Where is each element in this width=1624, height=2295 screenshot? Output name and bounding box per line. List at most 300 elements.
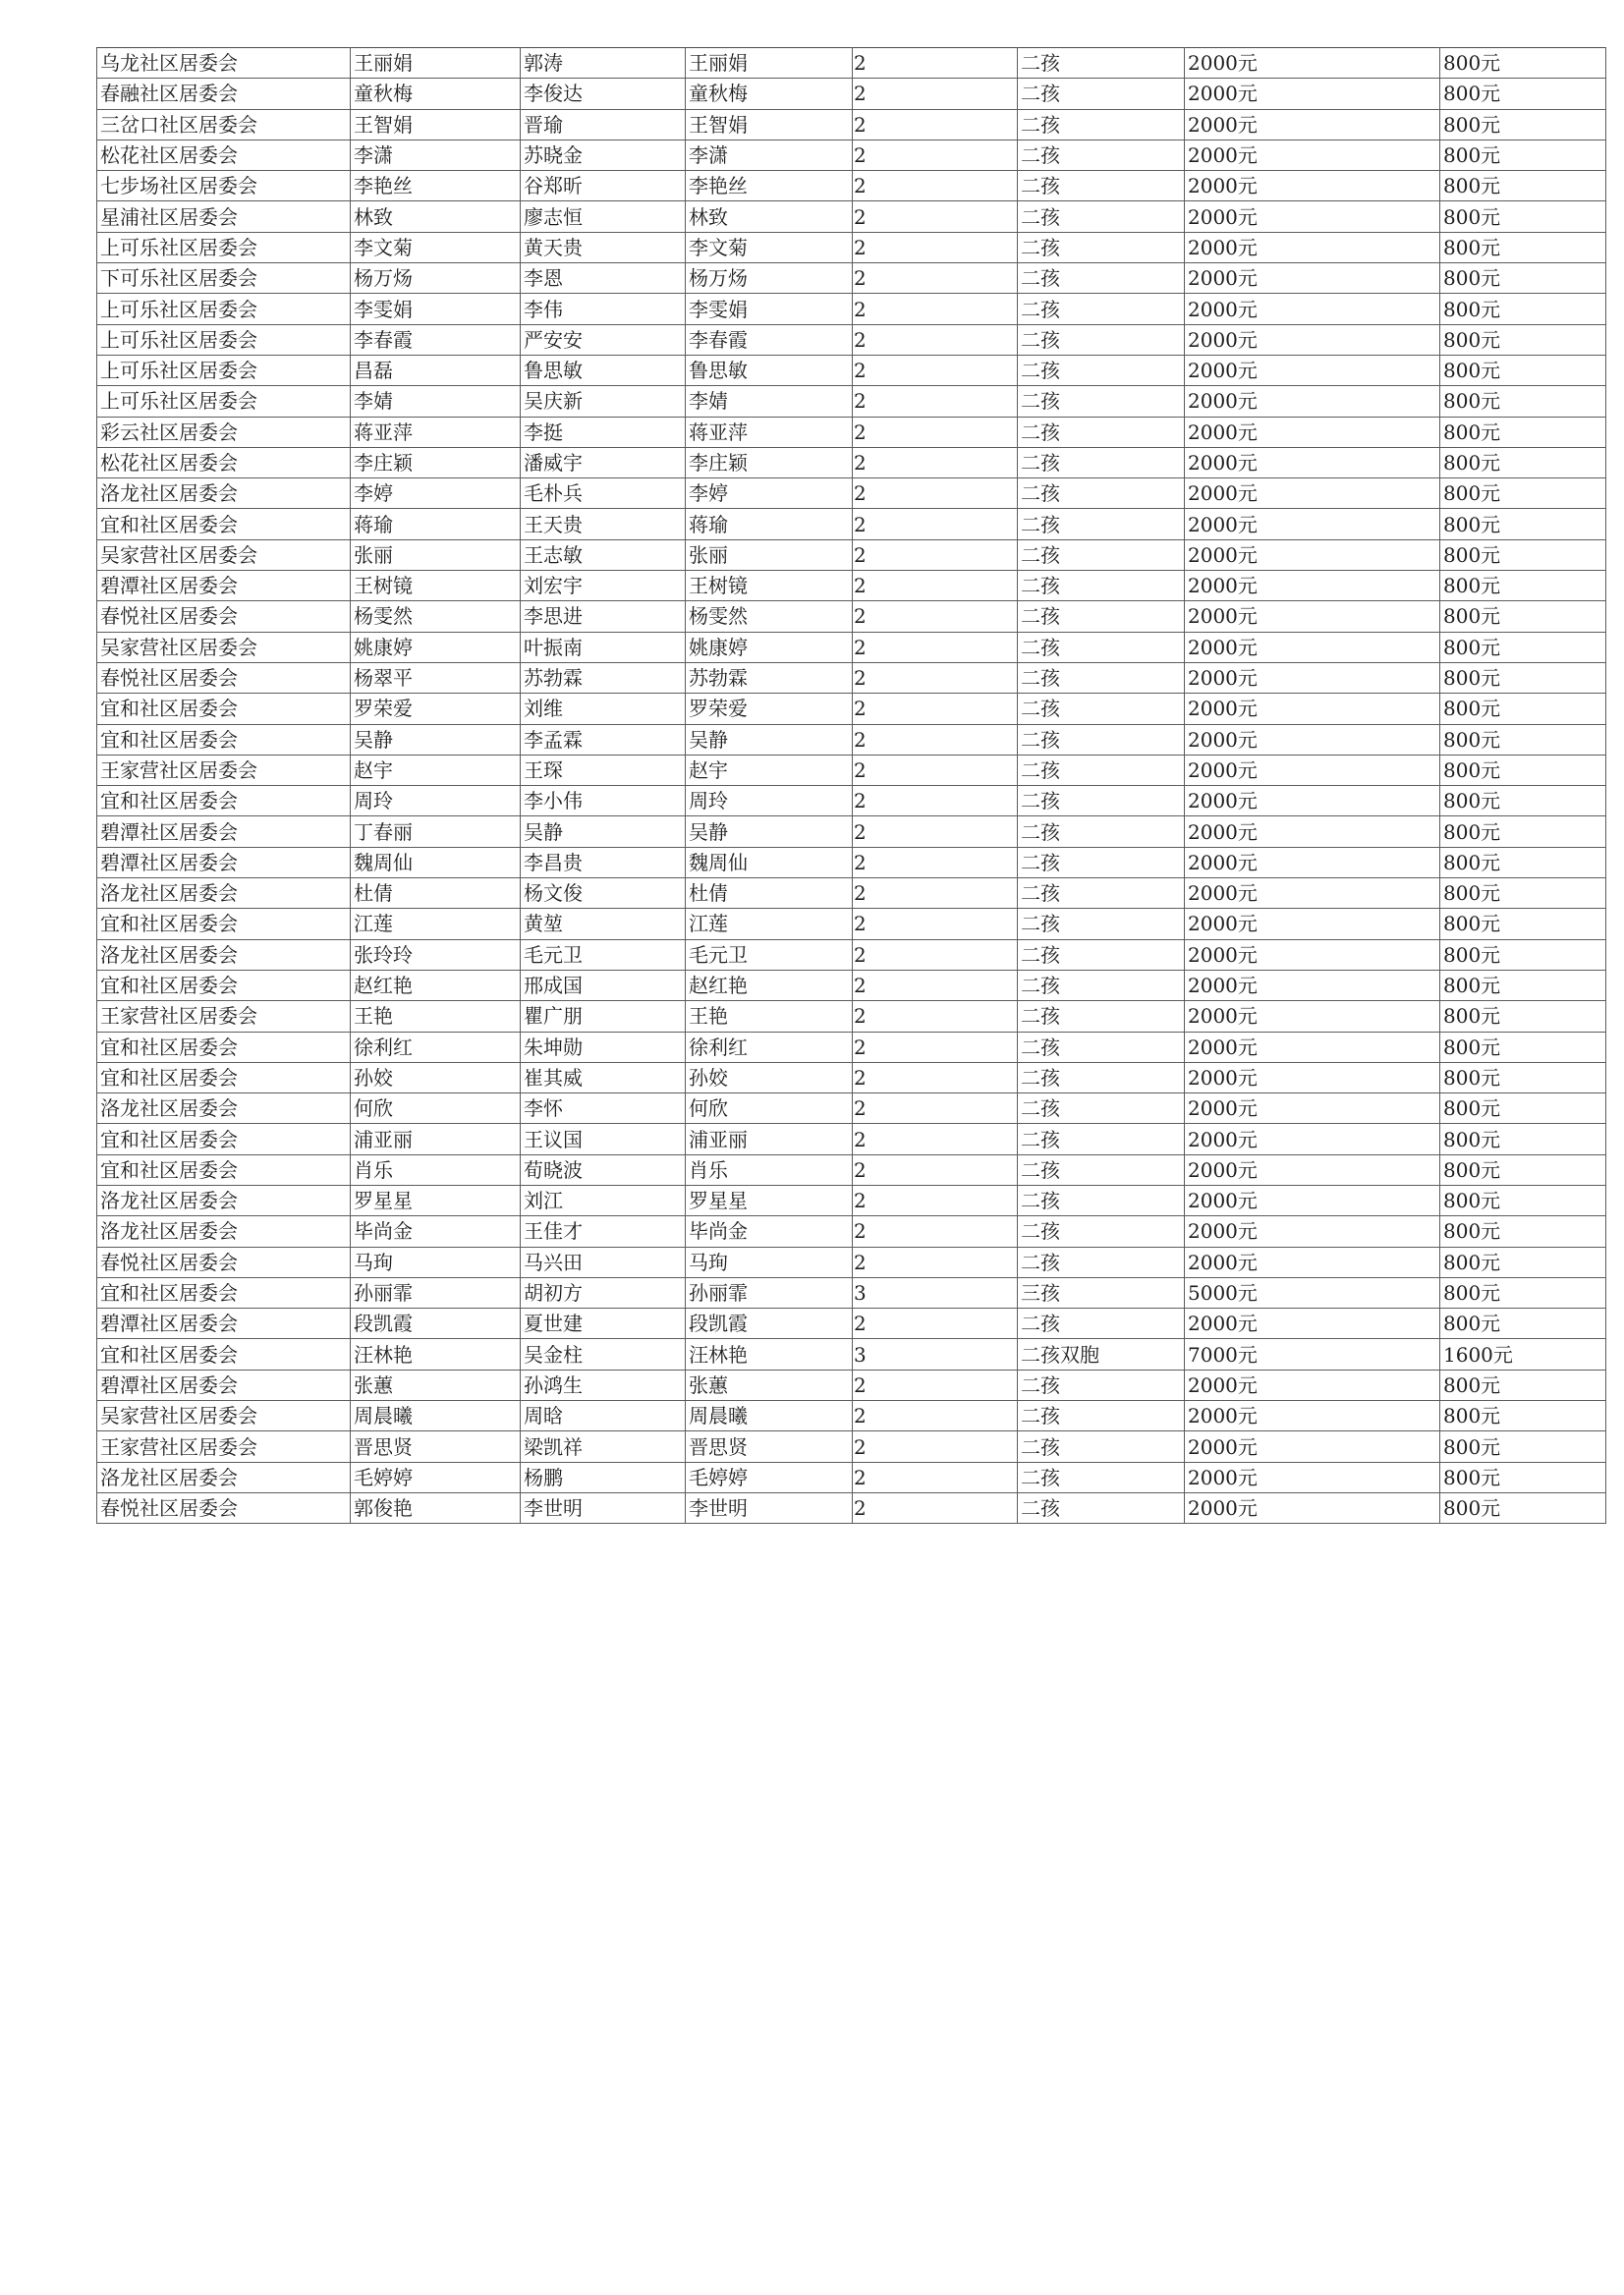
- cell-name-3: 魏周仙: [686, 847, 853, 877]
- cell-name-1: 李春霞: [351, 324, 521, 355]
- cell-birth-type: 二孩: [1018, 1462, 1185, 1492]
- cell-amount-1: 2000元: [1185, 140, 1440, 170]
- cell-community: 洛龙社区居委会: [97, 1093, 351, 1124]
- cell-amount-1: 2000元: [1185, 478, 1440, 509]
- cell-amount-1: 2000元: [1185, 1309, 1440, 1339]
- cell-name-3: 毕尚金: [686, 1216, 853, 1247]
- cell-name-1: 周玲: [351, 786, 521, 816]
- cell-community: 春悦社区居委会: [97, 1247, 351, 1277]
- cell-name-1: 杨雯然: [351, 601, 521, 632]
- cell-name-3: 张蕙: [686, 1370, 853, 1400]
- cell-name-2: 王琛: [521, 755, 686, 785]
- cell-name-1: 童秋梅: [351, 79, 521, 109]
- cell-amount-2: 800元: [1440, 1462, 1606, 1492]
- cell-name-3: 蒋亚萍: [686, 417, 853, 447]
- cell-amount-1: 2000元: [1185, 786, 1440, 816]
- table-row: [97, 294, 1606, 324]
- cell-name-3: 张丽: [686, 539, 853, 570]
- table-row: [97, 1277, 1606, 1308]
- cell-birth-type: 二孩: [1018, 1492, 1185, 1523]
- cell-name-2: 李世明: [521, 1492, 686, 1523]
- cell-name-2: 叶振南: [521, 632, 686, 662]
- cell-birth-type: 二孩: [1018, 447, 1185, 477]
- cell-name-2: 郭涛: [521, 48, 686, 79]
- cell-community: 上可乐社区居委会: [97, 324, 351, 355]
- cell-amount-1: 2000元: [1185, 201, 1440, 232]
- cell-name-1: 徐利红: [351, 1032, 521, 1062]
- cell-community: 松花社区居委会: [97, 140, 351, 170]
- table-row: [97, 232, 1606, 262]
- cell-community: 吴家营社区居委会: [97, 1401, 351, 1431]
- cell-child-count: 2: [853, 724, 1018, 755]
- cell-birth-type: 二孩: [1018, 662, 1185, 693]
- cell-birth-type: 二孩: [1018, 909, 1185, 939]
- table-row: [97, 909, 1606, 939]
- cell-community: 洛龙社区居委会: [97, 478, 351, 509]
- table-row: [97, 171, 1606, 201]
- cell-name-2: 夏世建: [521, 1309, 686, 1339]
- cell-child-count: 2: [853, 909, 1018, 939]
- cell-amount-2: 800元: [1440, 662, 1606, 693]
- cell-amount-1: 2000元: [1185, 355, 1440, 385]
- cell-name-3: 王艳: [686, 1001, 853, 1032]
- cell-child-count: 2: [853, 847, 1018, 877]
- cell-amount-1: 2000元: [1185, 694, 1440, 724]
- cell-name-1: 孙丽霏: [351, 1277, 521, 1308]
- cell-name-1: 江莲: [351, 909, 521, 939]
- cell-child-count: 2: [853, 1124, 1018, 1154]
- cell-name-3: 童秋梅: [686, 79, 853, 109]
- cell-name-3: 林致: [686, 201, 853, 232]
- table-row: [97, 417, 1606, 447]
- cell-name-2: 李伟: [521, 294, 686, 324]
- cell-amount-2: 800元: [1440, 909, 1606, 939]
- cell-name-2: 吴庆新: [521, 386, 686, 417]
- cell-name-3: 杨雯然: [686, 601, 853, 632]
- cell-amount-2: 800元: [1440, 1309, 1606, 1339]
- cell-community: 乌龙社区居委会: [97, 48, 351, 79]
- cell-amount-1: 2000元: [1185, 1247, 1440, 1277]
- cell-amount-2: 800元: [1440, 447, 1606, 477]
- cell-child-count: 2: [853, 1001, 1018, 1032]
- cell-amount-1: 2000元: [1185, 1032, 1440, 1062]
- table-row: [97, 1062, 1606, 1092]
- cell-name-2: 李小伟: [521, 786, 686, 816]
- cell-amount-2: 800元: [1440, 694, 1606, 724]
- table-row: [97, 140, 1606, 170]
- cell-child-count: 2: [853, 539, 1018, 570]
- cell-amount-1: 2000元: [1185, 724, 1440, 755]
- cell-birth-type: 二孩: [1018, 939, 1185, 970]
- cell-birth-type: 二孩: [1018, 417, 1185, 447]
- cell-name-3: 周晨曦: [686, 1401, 853, 1431]
- table-row: [97, 786, 1606, 816]
- cell-name-3: 李文菊: [686, 232, 853, 262]
- cell-birth-type: 二孩: [1018, 694, 1185, 724]
- cell-child-count: 2: [853, 171, 1018, 201]
- cell-name-2: 杨鹏: [521, 1462, 686, 1492]
- cell-amount-2: 800元: [1440, 755, 1606, 785]
- cell-child-count: 2: [853, 1462, 1018, 1492]
- cell-birth-type: 二孩: [1018, 571, 1185, 601]
- cell-birth-type: 二孩: [1018, 294, 1185, 324]
- cell-amount-1: 2000元: [1185, 263, 1440, 294]
- cell-community: 上可乐社区居委会: [97, 355, 351, 385]
- cell-community: 上可乐社区居委会: [97, 294, 351, 324]
- cell-birth-type: 二孩: [1018, 1032, 1185, 1062]
- cell-birth-type: 二孩: [1018, 171, 1185, 201]
- cell-amount-2: 800元: [1440, 478, 1606, 509]
- cell-name-3: 王丽娟: [686, 48, 853, 79]
- cell-name-1: 丁春丽: [351, 816, 521, 847]
- cell-child-count: 2: [853, 601, 1018, 632]
- cell-amount-2: 800元: [1440, 1062, 1606, 1092]
- cell-birth-type: 二孩: [1018, 1185, 1185, 1215]
- table-row: [97, 355, 1606, 385]
- table-row: [97, 847, 1606, 877]
- cell-name-2: 梁凯祥: [521, 1431, 686, 1462]
- cell-amount-2: 800元: [1440, 1492, 1606, 1523]
- cell-birth-type: 二孩: [1018, 509, 1185, 539]
- cell-amount-1: 2000元: [1185, 48, 1440, 79]
- cell-name-1: 张玲玲: [351, 939, 521, 970]
- cell-community: 宜和社区居委会: [97, 694, 351, 724]
- cell-name-2: 潘威宇: [521, 447, 686, 477]
- cell-amount-1: 2000元: [1185, 1370, 1440, 1400]
- cell-name-2: 刘维: [521, 694, 686, 724]
- cell-name-1: 汪林艳: [351, 1339, 521, 1370]
- cell-community: 洛龙社区居委会: [97, 1216, 351, 1247]
- cell-name-3: 李艳丝: [686, 171, 853, 201]
- cell-amount-2: 800元: [1440, 632, 1606, 662]
- table-row: [97, 79, 1606, 109]
- cell-amount-2: 1600元: [1440, 1339, 1606, 1370]
- cell-name-3: 孙姣: [686, 1062, 853, 1092]
- cell-amount-1: 2000元: [1185, 1492, 1440, 1523]
- table-row: [97, 632, 1606, 662]
- cell-name-1: 赵红艳: [351, 970, 521, 1000]
- table-row: [97, 724, 1606, 755]
- cell-amount-2: 800元: [1440, 539, 1606, 570]
- cell-community: 宜和社区居委会: [97, 786, 351, 816]
- cell-amount-2: 800元: [1440, 724, 1606, 755]
- cell-community: 洛龙社区居委会: [97, 939, 351, 970]
- cell-name-1: 毕尚金: [351, 1216, 521, 1247]
- cell-name-1: 孙姣: [351, 1062, 521, 1092]
- cell-child-count: 2: [853, 1062, 1018, 1092]
- roster-body: [97, 48, 1606, 1524]
- cell-amount-2: 800元: [1440, 878, 1606, 909]
- cell-birth-type: 二孩: [1018, 201, 1185, 232]
- cell-name-2: 孙鸿生: [521, 1370, 686, 1400]
- cell-community: 碧潭社区居委会: [97, 1370, 351, 1400]
- cell-amount-2: 800元: [1440, 294, 1606, 324]
- cell-amount-2: 800元: [1440, 509, 1606, 539]
- cell-child-count: 2: [853, 140, 1018, 170]
- cell-community: 洛龙社区居委会: [97, 1185, 351, 1215]
- cell-name-1: 蒋亚萍: [351, 417, 521, 447]
- cell-name-2: 朱坤勋: [521, 1032, 686, 1062]
- cell-name-1: 毛婷婷: [351, 1462, 521, 1492]
- cell-community: 宜和社区居委会: [97, 1124, 351, 1154]
- cell-amount-1: 2000元: [1185, 1154, 1440, 1185]
- cell-name-1: 罗星星: [351, 1185, 521, 1215]
- cell-name-2: 李孟霖: [521, 724, 686, 755]
- cell-community: 洛龙社区居委会: [97, 1462, 351, 1492]
- table-row: [97, 478, 1606, 509]
- cell-amount-1: 2000元: [1185, 632, 1440, 662]
- cell-community: 宜和社区居委会: [97, 1032, 351, 1062]
- cell-name-3: 杨万炀: [686, 263, 853, 294]
- cell-birth-type: 二孩: [1018, 79, 1185, 109]
- cell-name-1: 马珣: [351, 1247, 521, 1277]
- cell-name-3: 李世明: [686, 1492, 853, 1523]
- cell-amount-2: 800元: [1440, 970, 1606, 1000]
- cell-child-count: 2: [853, 970, 1018, 1000]
- cell-amount-1: 5000元: [1185, 1277, 1440, 1308]
- cell-birth-type: 二孩: [1018, 386, 1185, 417]
- cell-birth-type: 二孩: [1018, 263, 1185, 294]
- cell-child-count: 2: [853, 109, 1018, 140]
- cell-name-3: 何欣: [686, 1093, 853, 1124]
- cell-amount-2: 800元: [1440, 201, 1606, 232]
- cell-amount-2: 800元: [1440, 79, 1606, 109]
- cell-amount-2: 800元: [1440, 140, 1606, 170]
- cell-name-2: 李挺: [521, 417, 686, 447]
- cell-birth-type: 二孩: [1018, 355, 1185, 385]
- cell-birth-type: 二孩: [1018, 878, 1185, 909]
- cell-community: 七步场社区居委会: [97, 171, 351, 201]
- cell-amount-2: 800元: [1440, 1401, 1606, 1431]
- cell-name-1: 浦亚丽: [351, 1124, 521, 1154]
- cell-name-3: 晋思贤: [686, 1431, 853, 1462]
- cell-child-count: 2: [853, 632, 1018, 662]
- cell-amount-1: 2000元: [1185, 109, 1440, 140]
- table-row: [97, 939, 1606, 970]
- cell-name-2: 刘江: [521, 1185, 686, 1215]
- cell-amount-2: 800元: [1440, 1370, 1606, 1400]
- cell-community: 王家营社区居委会: [97, 755, 351, 785]
- cell-amount-1: 2000元: [1185, 1185, 1440, 1215]
- cell-child-count: 2: [853, 263, 1018, 294]
- cell-community: 春悦社区居委会: [97, 1492, 351, 1523]
- cell-name-1: 李文菊: [351, 232, 521, 262]
- cell-amount-2: 800元: [1440, 847, 1606, 877]
- cell-name-2: 瞿广朋: [521, 1001, 686, 1032]
- cell-name-2: 晋瑜: [521, 109, 686, 140]
- cell-birth-type: 二孩: [1018, 847, 1185, 877]
- cell-name-2: 刘宏宇: [521, 571, 686, 601]
- cell-birth-type: 二孩: [1018, 1124, 1185, 1154]
- cell-community: 宜和社区居委会: [97, 724, 351, 755]
- cell-name-3: 徐利红: [686, 1032, 853, 1062]
- cell-name-2: 廖志恒: [521, 201, 686, 232]
- cell-birth-type: 二孩: [1018, 601, 1185, 632]
- table-row: [97, 1032, 1606, 1062]
- cell-birth-type: 三孩: [1018, 1277, 1185, 1308]
- cell-name-2: 杨文俊: [521, 878, 686, 909]
- cell-community: 吴家营社区居委会: [97, 539, 351, 570]
- cell-name-3: 吴静: [686, 816, 853, 847]
- cell-name-1: 李潇: [351, 140, 521, 170]
- table-row: [97, 878, 1606, 909]
- cell-community: 彩云社区居委会: [97, 417, 351, 447]
- cell-amount-1: 2000元: [1185, 847, 1440, 877]
- cell-name-1: 张蕙: [351, 1370, 521, 1400]
- cell-amount-2: 800元: [1440, 109, 1606, 140]
- cell-amount-2: 800元: [1440, 1247, 1606, 1277]
- cell-name-3: 段凯霞: [686, 1309, 853, 1339]
- cell-name-1: 郭俊艳: [351, 1492, 521, 1523]
- cell-name-1: 王智娟: [351, 109, 521, 140]
- cell-child-count: 2: [853, 1309, 1018, 1339]
- cell-child-count: 2: [853, 386, 1018, 417]
- cell-amount-1: 2000元: [1185, 1001, 1440, 1032]
- cell-name-2: 李俊达: [521, 79, 686, 109]
- cell-name-1: 段凯霞: [351, 1309, 521, 1339]
- cell-community: 碧潭社区居委会: [97, 1309, 351, 1339]
- cell-amount-2: 800元: [1440, 171, 1606, 201]
- cell-community: 宜和社区居委会: [97, 909, 351, 939]
- table-row: [97, 447, 1606, 477]
- cell-amount-1: 2000元: [1185, 539, 1440, 570]
- cell-name-1: 晋思贤: [351, 1431, 521, 1462]
- table-row: [97, 1431, 1606, 1462]
- cell-amount-1: 2000元: [1185, 386, 1440, 417]
- cell-community: 宜和社区居委会: [97, 1062, 351, 1092]
- cell-name-1: 昌磊: [351, 355, 521, 385]
- cell-amount-2: 800元: [1440, 1093, 1606, 1124]
- table-row: [97, 386, 1606, 417]
- cell-name-3: 苏勃霖: [686, 662, 853, 693]
- cell-community: 碧潭社区居委会: [97, 847, 351, 877]
- cell-child-count: 2: [853, 1032, 1018, 1062]
- cell-name-1: 张丽: [351, 539, 521, 570]
- cell-name-2: 周晗: [521, 1401, 686, 1431]
- cell-amount-2: 800元: [1440, 386, 1606, 417]
- cell-amount-1: 2000元: [1185, 447, 1440, 477]
- cell-name-1: 肖乐: [351, 1154, 521, 1185]
- cell-child-count: 2: [853, 1093, 1018, 1124]
- cell-name-1: 吴静: [351, 724, 521, 755]
- cell-birth-type: 二孩: [1018, 632, 1185, 662]
- cell-community: 下可乐社区居委会: [97, 263, 351, 294]
- cell-name-2: 鲁思敏: [521, 355, 686, 385]
- cell-name-2: 苏晓金: [521, 140, 686, 170]
- cell-amount-2: 800元: [1440, 1032, 1606, 1062]
- cell-name-2: 吴金柱: [521, 1339, 686, 1370]
- cell-child-count: 2: [853, 816, 1018, 847]
- cell-amount-1: 2000元: [1185, 1401, 1440, 1431]
- cell-birth-type: 二孩: [1018, 1216, 1185, 1247]
- cell-child-count: 2: [853, 786, 1018, 816]
- cell-name-2: 毛朴兵: [521, 478, 686, 509]
- cell-community: 春融社区居委会: [97, 79, 351, 109]
- cell-amount-2: 800元: [1440, 1216, 1606, 1247]
- cell-child-count: 2: [853, 1492, 1018, 1523]
- cell-child-count: 2: [853, 478, 1018, 509]
- cell-community: 上可乐社区居委会: [97, 386, 351, 417]
- cell-name-1: 王树镜: [351, 571, 521, 601]
- cell-name-1: 赵宇: [351, 755, 521, 785]
- table-row: [97, 1154, 1606, 1185]
- cell-amount-1: 2000元: [1185, 755, 1440, 785]
- cell-birth-type: 二孩: [1018, 140, 1185, 170]
- cell-amount-2: 800元: [1440, 1124, 1606, 1154]
- cell-community: 上可乐社区居委会: [97, 232, 351, 262]
- cell-amount-2: 800元: [1440, 786, 1606, 816]
- cell-community: 松花社区居委会: [97, 447, 351, 477]
- subsidy-roster-table: [96, 47, 1606, 1524]
- table-row: [97, 662, 1606, 693]
- cell-name-1: 魏周仙: [351, 847, 521, 877]
- cell-child-count: 2: [853, 447, 1018, 477]
- cell-community: 碧潭社区居委会: [97, 816, 351, 847]
- table-row: [97, 1124, 1606, 1154]
- cell-amount-1: 2000元: [1185, 294, 1440, 324]
- table-row: [97, 109, 1606, 140]
- cell-community: 宜和社区居委会: [97, 1277, 351, 1308]
- cell-child-count: 2: [853, 1216, 1018, 1247]
- cell-child-count: 2: [853, 939, 1018, 970]
- cell-birth-type: 二孩: [1018, 232, 1185, 262]
- table-row: [97, 1339, 1606, 1370]
- cell-name-3: 毛元卫: [686, 939, 853, 970]
- cell-amount-2: 800元: [1440, 1277, 1606, 1308]
- table-row: [97, 263, 1606, 294]
- cell-name-1: 李雯娟: [351, 294, 521, 324]
- cell-community: 宜和社区居委会: [97, 509, 351, 539]
- cell-child-count: 3: [853, 1339, 1018, 1370]
- cell-child-count: 2: [853, 294, 1018, 324]
- cell-amount-1: 2000元: [1185, 1462, 1440, 1492]
- cell-amount-1: 2000元: [1185, 816, 1440, 847]
- cell-name-2: 毛元卫: [521, 939, 686, 970]
- cell-birth-type: 二孩: [1018, 48, 1185, 79]
- cell-name-2: 王议国: [521, 1124, 686, 1154]
- cell-name-1: 周晨曦: [351, 1401, 521, 1431]
- cell-amount-2: 800元: [1440, 601, 1606, 632]
- cell-name-1: 李婷: [351, 478, 521, 509]
- cell-amount-1: 2000元: [1185, 878, 1440, 909]
- table-row: [97, 601, 1606, 632]
- cell-birth-type: 二孩: [1018, 324, 1185, 355]
- cell-name-2: 王志敏: [521, 539, 686, 570]
- cell-name-1: 蒋瑜: [351, 509, 521, 539]
- table-row: [97, 970, 1606, 1000]
- cell-amount-1: 2000元: [1185, 1216, 1440, 1247]
- cell-name-2: 严安安: [521, 324, 686, 355]
- cell-birth-type: 二孩: [1018, 109, 1185, 140]
- table-row: [97, 1185, 1606, 1215]
- cell-amount-2: 800元: [1440, 939, 1606, 970]
- cell-name-1: 何欣: [351, 1093, 521, 1124]
- cell-birth-type: 二孩: [1018, 1431, 1185, 1462]
- cell-name-2: 李昌贵: [521, 847, 686, 877]
- table-row: [97, 48, 1606, 79]
- table-row: [97, 539, 1606, 570]
- cell-birth-type: 二孩: [1018, 539, 1185, 570]
- cell-child-count: 2: [853, 1154, 1018, 1185]
- cell-child-count: 2: [853, 755, 1018, 785]
- cell-name-1: 李婧: [351, 386, 521, 417]
- cell-amount-1: 2000元: [1185, 939, 1440, 970]
- cell-name-3: 吴静: [686, 724, 853, 755]
- cell-name-2: 崔其威: [521, 1062, 686, 1092]
- cell-name-3: 杜倩: [686, 878, 853, 909]
- cell-community: 春悦社区居委会: [97, 601, 351, 632]
- cell-name-2: 吴静: [521, 816, 686, 847]
